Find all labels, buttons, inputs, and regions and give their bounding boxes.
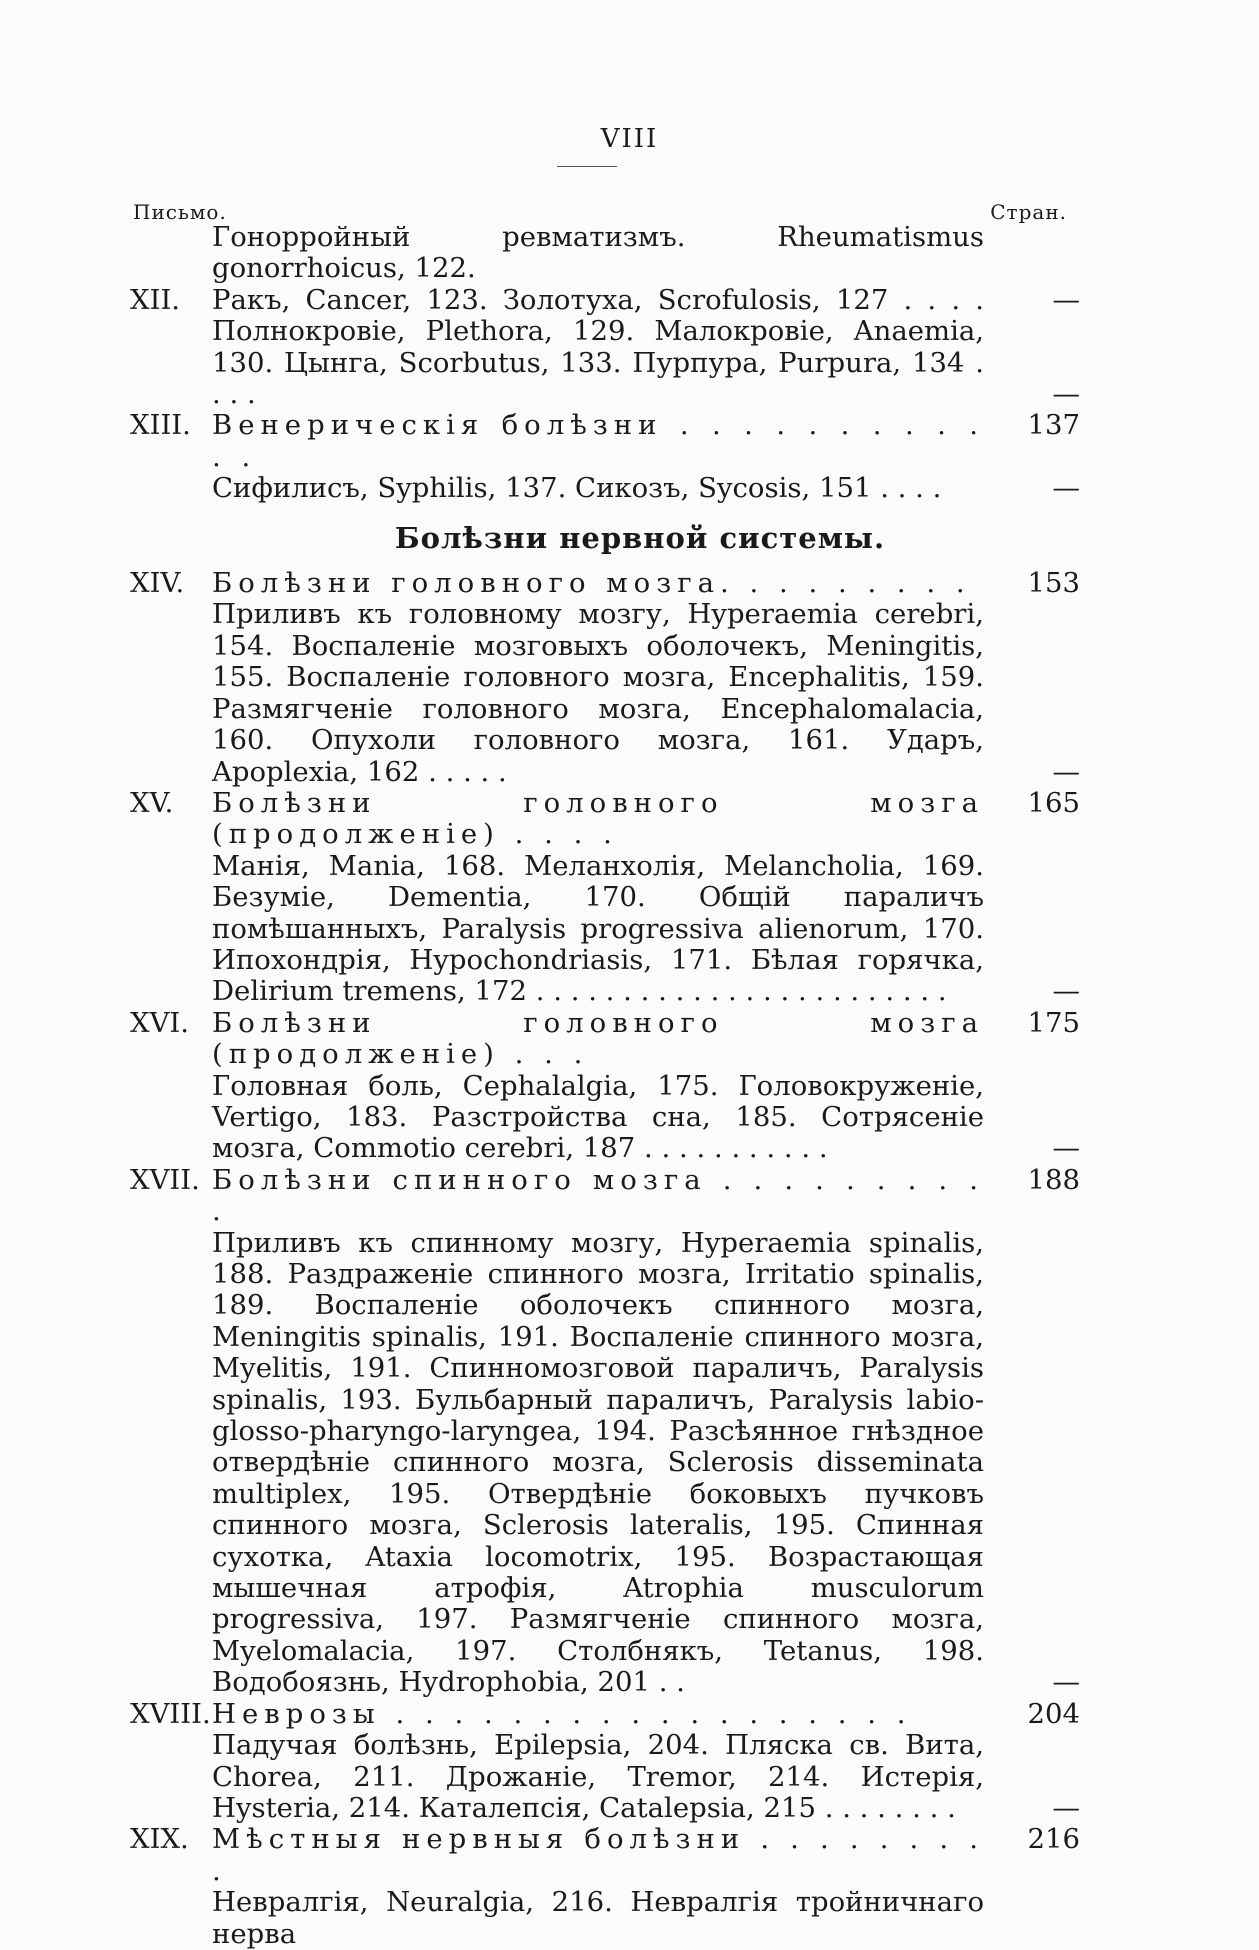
chapter-title: Болѣзни головного мозга. . . . . . . . . xyxy=(212,567,971,600)
entry-body xyxy=(212,788,984,1008)
chapter-number: XIV. xyxy=(130,567,185,600)
toc-top-list xyxy=(130,222,1090,505)
page-ditto-dash: — xyxy=(1052,1791,1080,1824)
toc-entry xyxy=(130,1824,1090,1950)
page-column xyxy=(984,1699,1090,1825)
page-ref: 165 xyxy=(1027,786,1080,819)
toc-entry xyxy=(130,788,1090,1008)
table-of-contents xyxy=(130,222,1090,1950)
chapter-number xyxy=(130,222,212,285)
page-column xyxy=(984,1824,1090,1950)
page-ref: 153 xyxy=(1027,567,1080,600)
toc-entry xyxy=(130,1165,1090,1699)
page-ditto-dash: — xyxy=(1052,975,1080,1008)
page-number-rule xyxy=(557,166,617,167)
page-ditto-dash: — xyxy=(1052,1666,1080,1699)
page-ditto-dash: — xyxy=(1052,472,1080,505)
entry-body xyxy=(212,1165,984,1699)
chapter-contents: Головная боль, Cephalalgia, 175. Головокруженіе, Vertigo, 183. Разстройства сна, 185. Сотрясеніе мозга, Commotio cerebri, 187 . . . . . . . . . . . xyxy=(212,1069,984,1165)
toc-entry xyxy=(130,1008,1090,1165)
page-column xyxy=(984,410,1090,504)
page-ref: — xyxy=(1052,283,1080,316)
toc-entry xyxy=(130,222,1090,285)
entry-body xyxy=(212,410,984,504)
page-ref: 137 xyxy=(1027,409,1080,442)
chapter-contents: Манія, Mania, 168. Меланхолія, Melancholia, 169. Безуміе, Dementia, 170. Общій параличъ помѣшанныхъ, Paralysis progressiva alienorum, 170. Ипохондрія, Hypochondriasis, 171. Бѣлая горячка, Delirium tremens, 172 . . . . . . . . . . . . . . . . . . . . . . . . xyxy=(212,849,984,1008)
chapter-number: XVII. xyxy=(130,1163,200,1196)
page-column xyxy=(984,1008,1090,1165)
toc-entry xyxy=(130,1699,1090,1825)
page-ref: 216 xyxy=(1027,1823,1080,1856)
toc-main-list xyxy=(130,568,1090,1950)
page-ref: 188 xyxy=(1027,1163,1080,1196)
page-column xyxy=(984,1165,1090,1699)
page-number: VIII xyxy=(600,124,659,154)
toc-entry xyxy=(130,568,1090,788)
chapter-contents: Ракъ, Cancer, 123. Золотуха, Scrofulosis, 127 . . . . Полнокровіе, Plethora, 129. Малокровіе, Anaemia, 130. Цынга, Scorbutus, 133. Пурпура, Purpura, 134 . . . . xyxy=(212,283,984,411)
chapter-contents: Невралгія, Neuralgia, 216. Невралгія тройничнаго нерва xyxy=(212,1886,984,1950)
page-column xyxy=(984,568,1090,788)
entry-body xyxy=(212,1824,984,1950)
chapter-contents: Приливъ къ головному мозгу, Hyperaemia cerebri, 154. Воспаленіе мозговыхъ оболочекъ, Meningitis, 155. Воспаленіе головного мозга, Encephalitis, 159. Размягченіе головного мозга, Encephalomalacia, 160. Опухоли головного мозга, 161. Ударъ, Apoplexia, 162 . . . . . xyxy=(212,598,984,788)
entry-body xyxy=(212,1008,984,1165)
header-left: Письмо. xyxy=(133,200,227,224)
chapter-title: Болѣзни спинного мозга . . . . . . . . . . xyxy=(212,1163,984,1228)
chapter-title: Мѣстныя нервныя болѣзни . . . . . . . . . xyxy=(212,1823,984,1887)
chapter-number: XVI. xyxy=(130,1006,190,1039)
page-column xyxy=(984,285,1090,411)
header-right: Стран. xyxy=(990,200,1067,224)
chapter-number: XIII. xyxy=(130,409,191,442)
chapter-contents: Приливъ къ спинному мозгу, Hyperaemia spinalis, 188. Раздраженіе спинного мозга, Irritatio spinalis, 189. Воспаленіе оболочекъ спинного мозга, Meningitis spinalis, 191. Воспаленіе спинного мозга, Myelitis, 191. Спинномозговой параличъ, Paralysis spinalis, 193. Бульбарный параличъ, Paralysis labio-glosso-pharyngo-laryngea, 194. Разсѣянное гнѣздное отвердѣніе спинного мозга, Sclerosis disseminata multiplex, 195. Отвердѣніе боковыхъ пучковъ спинного мозга, Sclerosis lateralis, 195. Спинная сухотка, Ataxia locomotrix, 195. Возрастающая мышечная атрофія, Atrophia musculorum progressiva, 197. Размягченіе спинного мозга, Myelomalacia, 197. Столбнякъ, Tetanus, 198. Водобоязнь, Hydrophobia, 201 . . xyxy=(212,1226,984,1699)
chapter-number: XV. xyxy=(130,786,174,819)
chapter-contents: Гонорройный ревматизмъ. Rheumatismus gonorrhoicus, 122. xyxy=(212,221,984,285)
entry-body xyxy=(212,1699,984,1825)
page-ditto-dash: — xyxy=(1052,1132,1080,1165)
entry-body xyxy=(212,222,984,285)
chapter-contents: Сифилисъ, Syphilis, 137. Сикозъ, Sycosis, 151 . . . . xyxy=(212,472,942,505)
chapter-contents: Падучая болѣзнь, Epilepsia, 204. Пляска св. Вита, Chorea, 211. Дрожаніе, Tremor, 214. Истерія, Hysteria, 214. Каталепсія, Catalepsia, 215 . . . . . . . . xyxy=(212,1729,984,1824)
page-ref: 175 xyxy=(1027,1006,1080,1039)
section-heading: Болѣзни нервной системы. xyxy=(394,520,886,555)
chapter-title: Болѣзни головного мозга (продолженіе) . . . . xyxy=(212,786,984,851)
chapter-number: XII. xyxy=(130,283,181,316)
entry-body xyxy=(212,285,984,411)
page-column xyxy=(984,788,1090,1008)
page-ref: 204 xyxy=(1027,1697,1080,1730)
chapter-number: XIX. xyxy=(130,1823,189,1856)
page-column xyxy=(984,222,1090,285)
chapter-title: Венерическія болѣзни . . . . . . . . . . . . xyxy=(212,409,984,473)
chapter-title: Болѣзни головного мозга (продолженіе) . . . xyxy=(212,1006,984,1071)
entry-body xyxy=(212,568,984,788)
chapter-number: XVIII. xyxy=(130,1697,211,1730)
page-ditto-dash: — xyxy=(1052,755,1080,788)
toc-entry xyxy=(130,285,1090,411)
page-ditto-dash: — xyxy=(1052,378,1080,411)
toc-entry xyxy=(130,410,1090,504)
chapter-title: Неврозы . . . . . . . . . . . . . . . . . . xyxy=(212,1697,912,1730)
